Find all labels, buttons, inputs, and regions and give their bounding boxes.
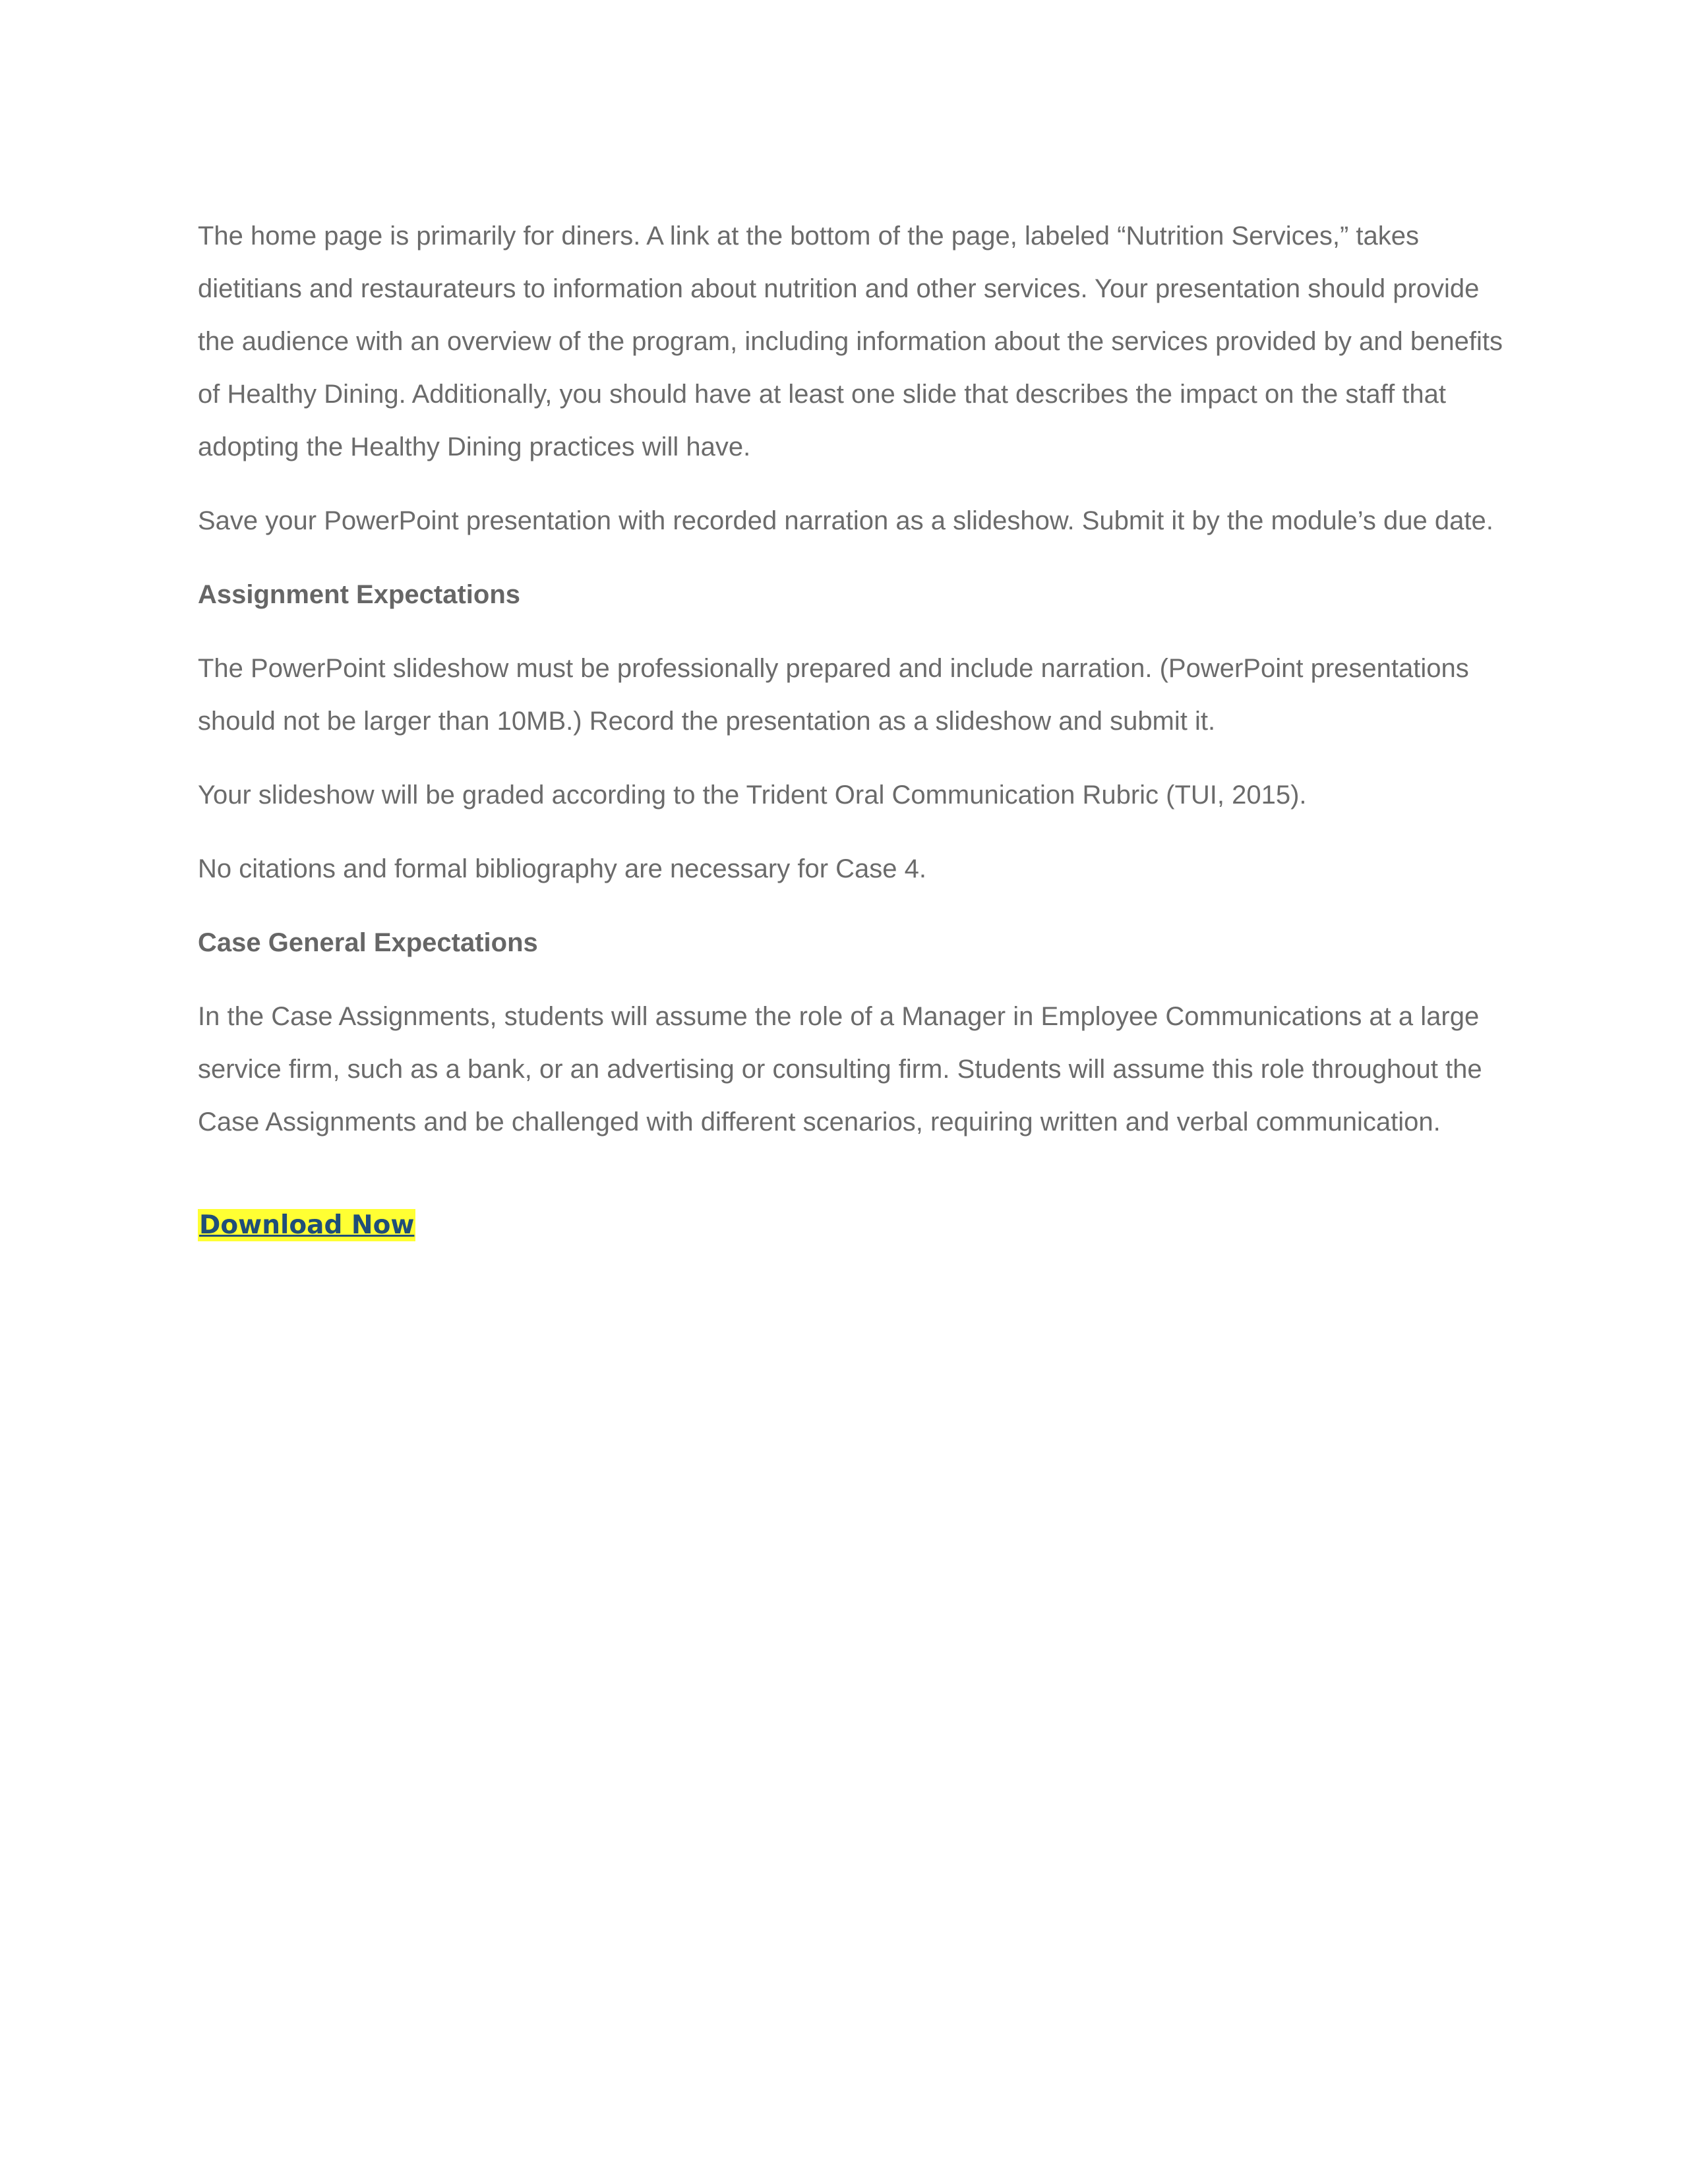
intro-paragraph: The home page is primarily for diners. A link at the bottom of the page, labeled “Nutrition Services,” takes dietitians and restaurateurs to information about nutrition and other services. Your presentation should provide the audience with an overview of the program, including information about the services provided by and benefits of Healthy Dining. Additionally, you should have at least one slide that describes the impact on the staff that adopting the Healthy Dining practices will have. [198,221,1503,461]
case-role-paragraph: In the Case Assignments, students will assume the role of a Manager in Employee Communications at a large service firm, such as a bank, or an advertising or consulting firm. Students will assume this role throughout the Case Assignments and be challenged with different scenarios, requiring written and verbal communication. [198,1002,1482,1136]
download-link-container [198,1205,1503,1245]
case-general-expectations-heading: Case General Expectations [198,928,538,957]
grading-paragraph: Your slideshow will be graded according to the Trident Oral Communication Rubric (TUI, 2015). [198,781,1307,810]
save-instructions-paragraph: Save your PowerPoint presentation with recorded narration as a slideshow. Submit it by the module’s due date. [198,506,1493,535]
download-now-link[interactable]: Download Now [199,1210,415,1240]
assignment-expectations-heading: Assignment Expectations [198,580,521,609]
slideshow-requirements-paragraph: The PowerPoint slideshow must be professionally prepared and include narration. (PowerPoint presentations should not be larger than 10MB.) Record the presentation as a slideshow and submit it. [198,654,1469,736]
document-body [198,210,1503,1245]
citations-paragraph: No citations and formal bibliography are necessary for Case 4. [198,854,926,883]
